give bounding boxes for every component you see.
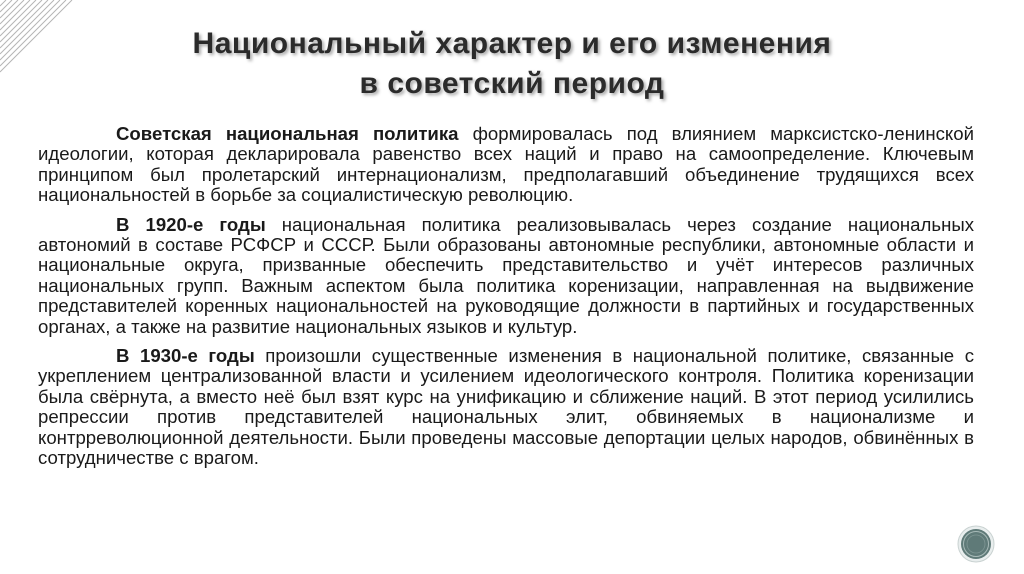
paragraph-lead: Советская национальная политика bbox=[116, 123, 459, 144]
slide-title bbox=[0, 24, 1024, 104]
paragraph-lead: В 1930-е годы bbox=[116, 345, 255, 367]
paragraph-lead: В 1920-е годы bbox=[116, 213, 266, 235]
slide-title-line-2: в советский период bbox=[359, 67, 665, 100]
slide-title-line-1: Национальный характер и его изменения bbox=[192, 27, 832, 60]
paragraph-text: произошли существенные изменения в национальной политике, связанные с укреплением централизованной власти и усилением идеологического контроля. Политика коренизации была свёрнута, а вместо неё был взят курс на унификацию и сближение наций. В этот период усилились репрессии против представителей национальных элит, обвиняемых в национализме и контрреволюционной деятельности. Были проведены массовые депортации целых народов, обвинённых в сотрудничестве с врагом. bbox=[38, 345, 975, 469]
paragraph-soviet-policy bbox=[38, 124, 974, 206]
slide-body bbox=[38, 124, 974, 478]
paragraph-1920s bbox=[38, 215, 974, 337]
navigation-badge-icon[interactable] bbox=[957, 525, 995, 563]
paragraph-text: национальная политика реализовывалась через создание национальных автономий в составе РСФСР и СССР. Были образованы автономные республики, автономные области и национальные округа, призванные обеспечить представительство и учёт интересов различных национальных групп. Важным аспектом была политика коренизации, направленная на выдвижение представителей коренных национальностей на руководящие должности в партийных и государственных органах, а также на развитие национальных языков и культур. bbox=[38, 213, 974, 337]
paragraph-1930s bbox=[38, 346, 974, 468]
paragraph-text: формировалась под влиянием марксистско-ленинской идеологии, которая декларировала равенство всех наций и право на самоопределение. Ключевым принципом был пролетарский интернационализм, предполагавший объединение трудящихся всех национальностей в борьбе за социалистическую революцию. bbox=[38, 123, 974, 206]
